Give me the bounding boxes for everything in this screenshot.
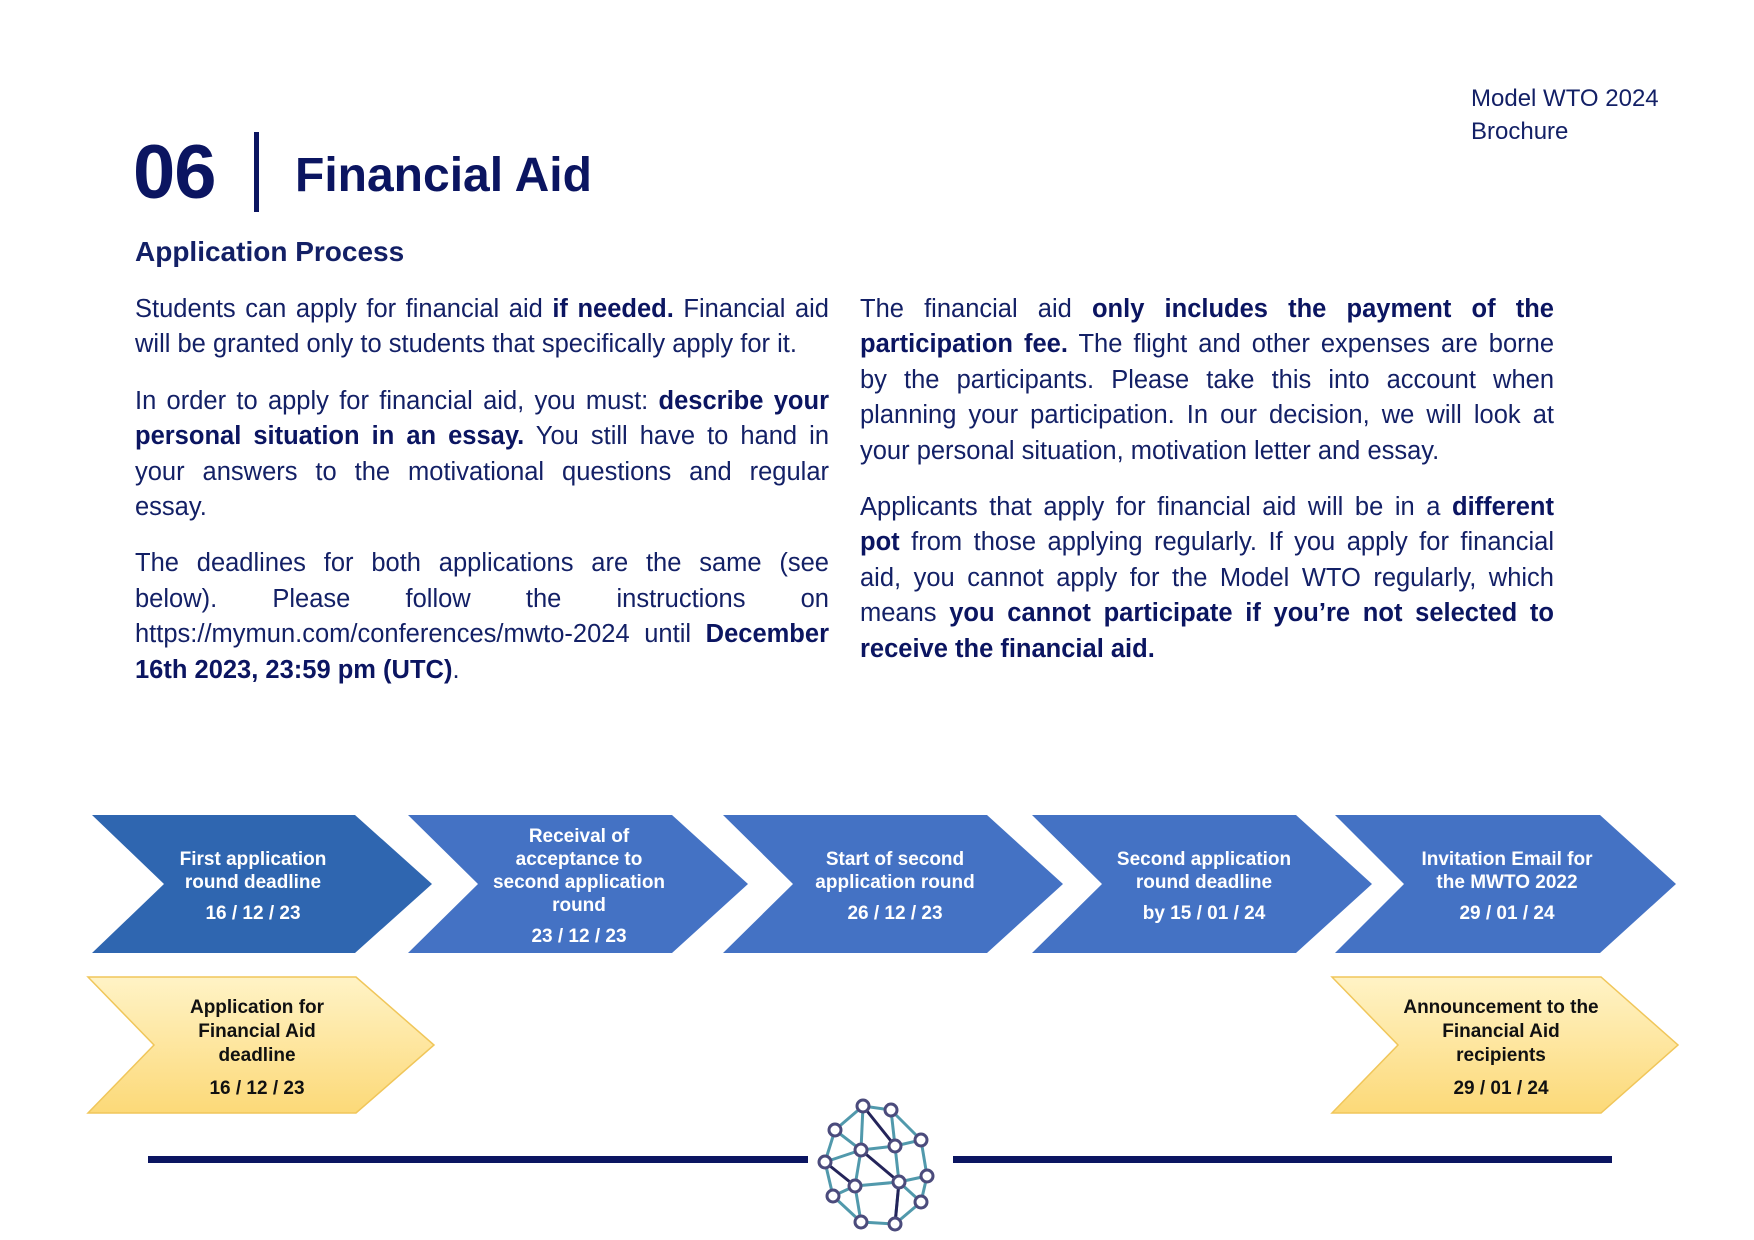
- network-globe-icon: [803, 1098, 945, 1240]
- aid-label-line: deadline: [218, 1045, 296, 1066]
- step-label-line: the MWTO 2022: [1436, 872, 1578, 893]
- timeline-step-1: [164, 848, 342, 925]
- aid-label-line: Announcement to the: [1403, 997, 1599, 1018]
- footer-rule-left: [148, 1156, 808, 1163]
- timeline: [80, 815, 1680, 1135]
- step-label-line: round: [552, 895, 606, 916]
- step-date: 23 / 12 / 23: [531, 926, 627, 947]
- aid-step-1: [154, 996, 360, 1101]
- step-label-line: round deadline: [184, 872, 322, 893]
- section-title: Financial Aid: [295, 149, 592, 202]
- step-date: 26 / 12 / 23: [847, 903, 943, 924]
- step-date: 16 / 12 / 23: [205, 903, 301, 924]
- text-run: .: [452, 655, 460, 684]
- text-run: In order to apply for financial aid, you must:: [135, 386, 659, 415]
- footer-rule-right: [953, 1156, 1612, 1163]
- section-number: 06: [133, 130, 216, 215]
- timeline-step-2: [478, 825, 680, 948]
- brochure-label: [1471, 82, 1659, 148]
- step-label-line: Receival of: [528, 826, 630, 847]
- brochure-title: Model WTO 2024: [1471, 85, 1659, 112]
- emphasis-text: different pot: [860, 493, 1554, 557]
- step-label-line: Start of second: [825, 849, 965, 870]
- step-date: 29 / 01 / 24: [1459, 903, 1555, 924]
- text-run: The flight and other expenses are borne by the participants. Please take this into account when planning your participation. In our decision, we will look at your personal situation, motivation letter and essay.: [860, 330, 1554, 465]
- left-text-column: [135, 292, 829, 709]
- step-label-line: acceptance to: [515, 849, 643, 870]
- aid-date: 29 / 01 / 24: [1453, 1078, 1549, 1099]
- text-run: The financial aid: [860, 295, 1092, 323]
- step-label-line: First application: [179, 849, 327, 870]
- emphasis-text: if needed.: [552, 295, 674, 323]
- timeline-step-3: [793, 848, 997, 925]
- timeline-step-4: [1102, 848, 1306, 925]
- paragraph-fee-coverage: [860, 292, 1554, 469]
- timeline-step-5: [1404, 848, 1610, 925]
- header-divider: [254, 132, 259, 212]
- paragraph-apply-if-needed: [135, 292, 829, 363]
- aid-date: 16 / 12 / 23: [209, 1078, 305, 1099]
- aid-label-line: Application for: [189, 997, 325, 1018]
- paragraph-different-pot: [860, 490, 1554, 667]
- aid-step-2: [1385, 996, 1617, 1101]
- emphasis-text: only includes the payment of the participation fee.: [860, 295, 1554, 359]
- brochure-subtitle: Brochure: [1471, 118, 1569, 145]
- step-label-line: round deadline: [1135, 872, 1273, 893]
- emphasis-text: you cannot participate if you’re not selected to receive the financial aid.: [860, 599, 1554, 663]
- text-run: Applicants that apply for financial aid will be in a: [860, 493, 1452, 522]
- step-label-line: Second application: [1116, 849, 1292, 870]
- step-label-line: second application: [492, 872, 666, 893]
- text-run: Students can apply for financial aid: [135, 295, 553, 323]
- step-label-line: application round: [815, 872, 975, 893]
- right-text-column: [860, 292, 1554, 688]
- paragraph-deadlines: [135, 546, 829, 688]
- step-date: by 15 / 01 / 24: [1142, 903, 1266, 924]
- aid-label-line: Financial Aid: [1442, 1021, 1560, 1042]
- deadline-emphasis: December 16th 2023, 23:59 pm (UTC): [135, 620, 829, 684]
- subsection-title: Application Process: [135, 236, 405, 267]
- aid-label-line: Financial Aid: [198, 1021, 316, 1042]
- step-label-line: Invitation Email for: [1421, 849, 1593, 870]
- paragraph-essay-requirement: [135, 384, 829, 526]
- text-run: Financial aid will be granted only to students that specifically apply for it.: [135, 295, 829, 359]
- text-run: The deadlines for both applications are the same (see below). Please follow the instructions on https://mymun.com/conferences/mwto-2024 until: [135, 549, 829, 649]
- text-run: from those applying regularly. If you apply for financial aid, you cannot apply for the Model WTO regularly, which means: [860, 528, 1554, 628]
- aid-label-line: recipients: [1456, 1045, 1546, 1066]
- text-run: You still have to hand in your answers to the motivational questions and regular essay.: [135, 422, 830, 522]
- emphasis-text: describe your personal situation in an essay.: [135, 386, 829, 451]
